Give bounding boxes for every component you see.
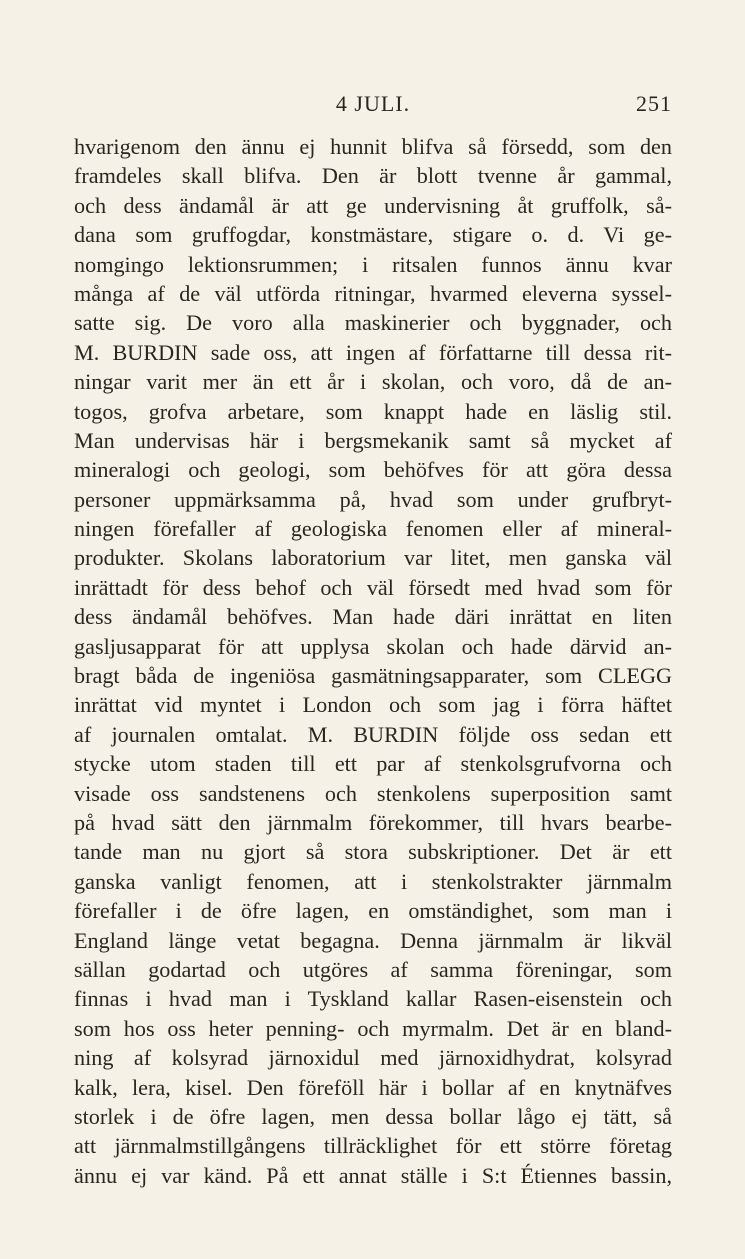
text-line: att järnmalmstillgångens tillräcklighet för ett större företag [74,1133,672,1159]
text-line: ning af kolsyrad järnoxidul med järnoxidhydrat, kolsyrad [74,1045,672,1071]
text-line: M. BURDIN sade oss, att ingen af författarne till dessa rit- [74,339,672,365]
text-line: och dess ändamål är att ge undervisning åt gruffolk, så- [74,192,672,218]
text-line: många af de väl utförda ritningar, hvarmed eleverna syssel- [74,280,672,306]
text-line: finnas i hvad man i Tyskland kallar Rasen-eisenstein och [74,986,672,1012]
text-line: ännu ej var känd. På ett annat ställe i S:t Étiennes bassin, [74,1162,672,1188]
page-number: 251 [636,91,672,116]
text-line: tande man nu gjort så stora subskriptioner. Det är ett [74,839,672,865]
text-line: sällan godartad och utgöres af samma föreningar, som [74,956,672,982]
text-line: förefaller i de öfre lagen, en omständighet, som man i [74,898,672,924]
running-head: 4 JULI. [335,91,411,116]
text-line: produkter. Skolans laboratorium var litet, men ganska väl [74,545,672,571]
text-line: inrättat vid myntet i London och som jag i förra häftet [74,692,672,718]
text-line: personer uppmärksamma på, hvad som under grufbryt- [74,486,672,512]
text-line: gasljusapparat för att upplysa skolan och hade därvid an- [74,633,672,659]
text-line: kalk, lera, kisel. Den föreföll här i bollar af en knytnäfves [74,1074,672,1100]
text-line: inrättadt för dess behof och väl försedt med hvad som för [74,574,672,600]
text-line: storlek i de öfre lagen, men dessa bollar lågo ej tätt, så [74,1103,672,1129]
text-line: framdeles skall blifva. Den är blott tvenne år gammal, [74,163,672,189]
text-line: stycke utom staden till ett par af stenkolsgrufvorna och [74,751,672,777]
text-line: togos, grofva arbetare, som knappt hade en läslig stil. [74,398,672,424]
text-line: mineralogi och geologi, som behöfves för att göra dessa [74,457,672,483]
text-line: på hvad sätt den järnmalm förekommer, till hvars bearbe- [74,809,672,835]
text-line: hvarigenom den ännu ej hunnit blifva så försedd, som den [74,134,672,159]
text-line: som hos oss heter penning- och myrmalm. Det är en bland- [74,1015,672,1041]
text-line: Man undervisas här i bergsmekanik samt så mycket af [74,427,672,453]
text-line: nomgingo lektionsrummen; i ritsalen funnos ännu kvar [74,251,672,277]
text-line: dana som gruffogdar, konstmästare, stigare o. d. Vi ge- [74,222,672,248]
text-line: England länge vetat begagna. Denna järnmalm är likväl [74,927,672,953]
text-line: ganska vanligt fenomen, att i stenkolstrakter järnmalm [74,868,672,894]
body-text [74,132,672,1190]
page-header [74,91,672,121]
text-line: satte sig. De voro alla maskinerier och byggnader, och [74,310,672,336]
text-line: af journalen omtalat. M. BURDIN följde oss sedan ett [74,721,672,747]
text-line: visade oss sandstenens och stenkolens superposition samt [74,780,672,806]
text-line: dess ändamål behöfves. Man hade däri inrättat en liten [74,604,672,630]
text-line: bragt båda de ingeniösa gasmätningsapparater, som CLEGG [74,663,672,689]
text-line: ningen förefaller af geologiska fenomen eller af mineral- [74,516,672,542]
text-line: ningar varit mer än ett år i skolan, och voro, då de an- [74,369,672,395]
